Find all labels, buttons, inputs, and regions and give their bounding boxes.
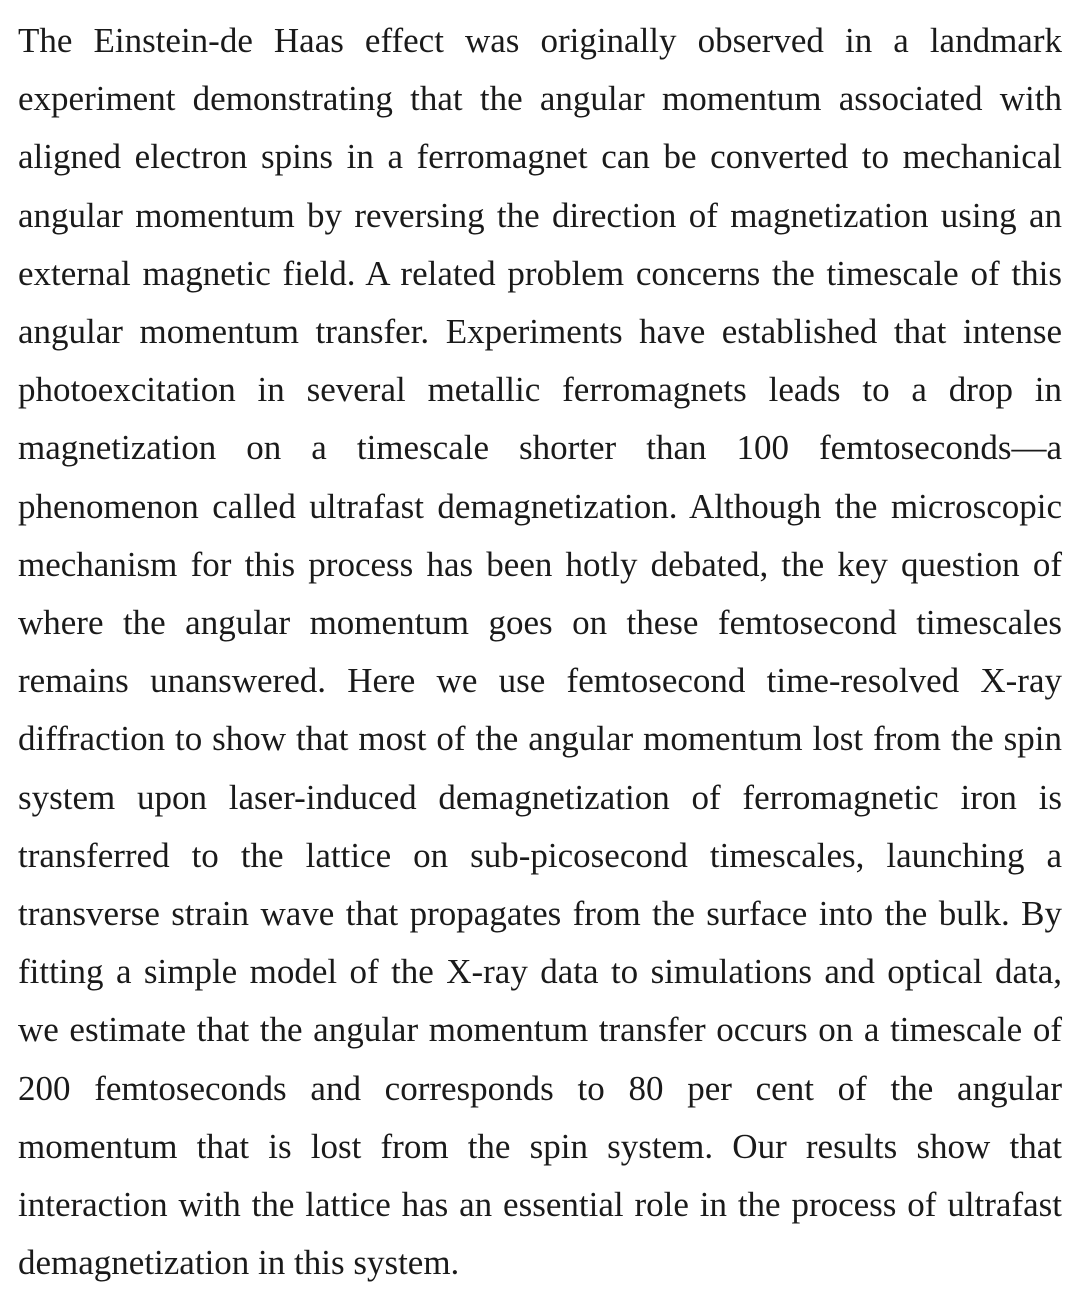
abstract-paragraph: The Einstein-de Haas effect was originally observed in a landmark experiment demonstrating that the angular momentum associated with aligned electron spins in a ferromagnet can be converted to mechanical angular momentum by reversing the direction of magnetization using an external magnetic field. A related problem concerns the timescale of this angular momentum transfer. Experiments have established that intense photoexcitation in several metallic ferromagnets leads to a drop in magnetization on a timescale shorter than 100 femtoseconds—a phenomenon called ultrafast demagnetization. Although the microscopic mechanism for this process has been hotly debated, the key question of where the angular momentum goes on these femtosecond timescales remains unanswered. Here we use femtosecond time-resolved X-ray diffraction to show that most of the angular momentum lost from the spin system upon laser-induced demagnetization of ferromagnetic iron is transferred to the lattice on sub-picosecond timescales, launching a transverse strain wave that propagates from the surface into the bulk. By fitting a simple model of the X-ray data to simulations and optical data, we estimate that the angular momentum transfer occurs on a timescale of 200 femtoseconds and corresponds to 80 per cent of the angular momentum that is lost from the spin system. Our results show that interaction with the lattice has an essential role in the process of ultrafast demagnetization in this system. bbox=[18, 21, 1062, 1283]
